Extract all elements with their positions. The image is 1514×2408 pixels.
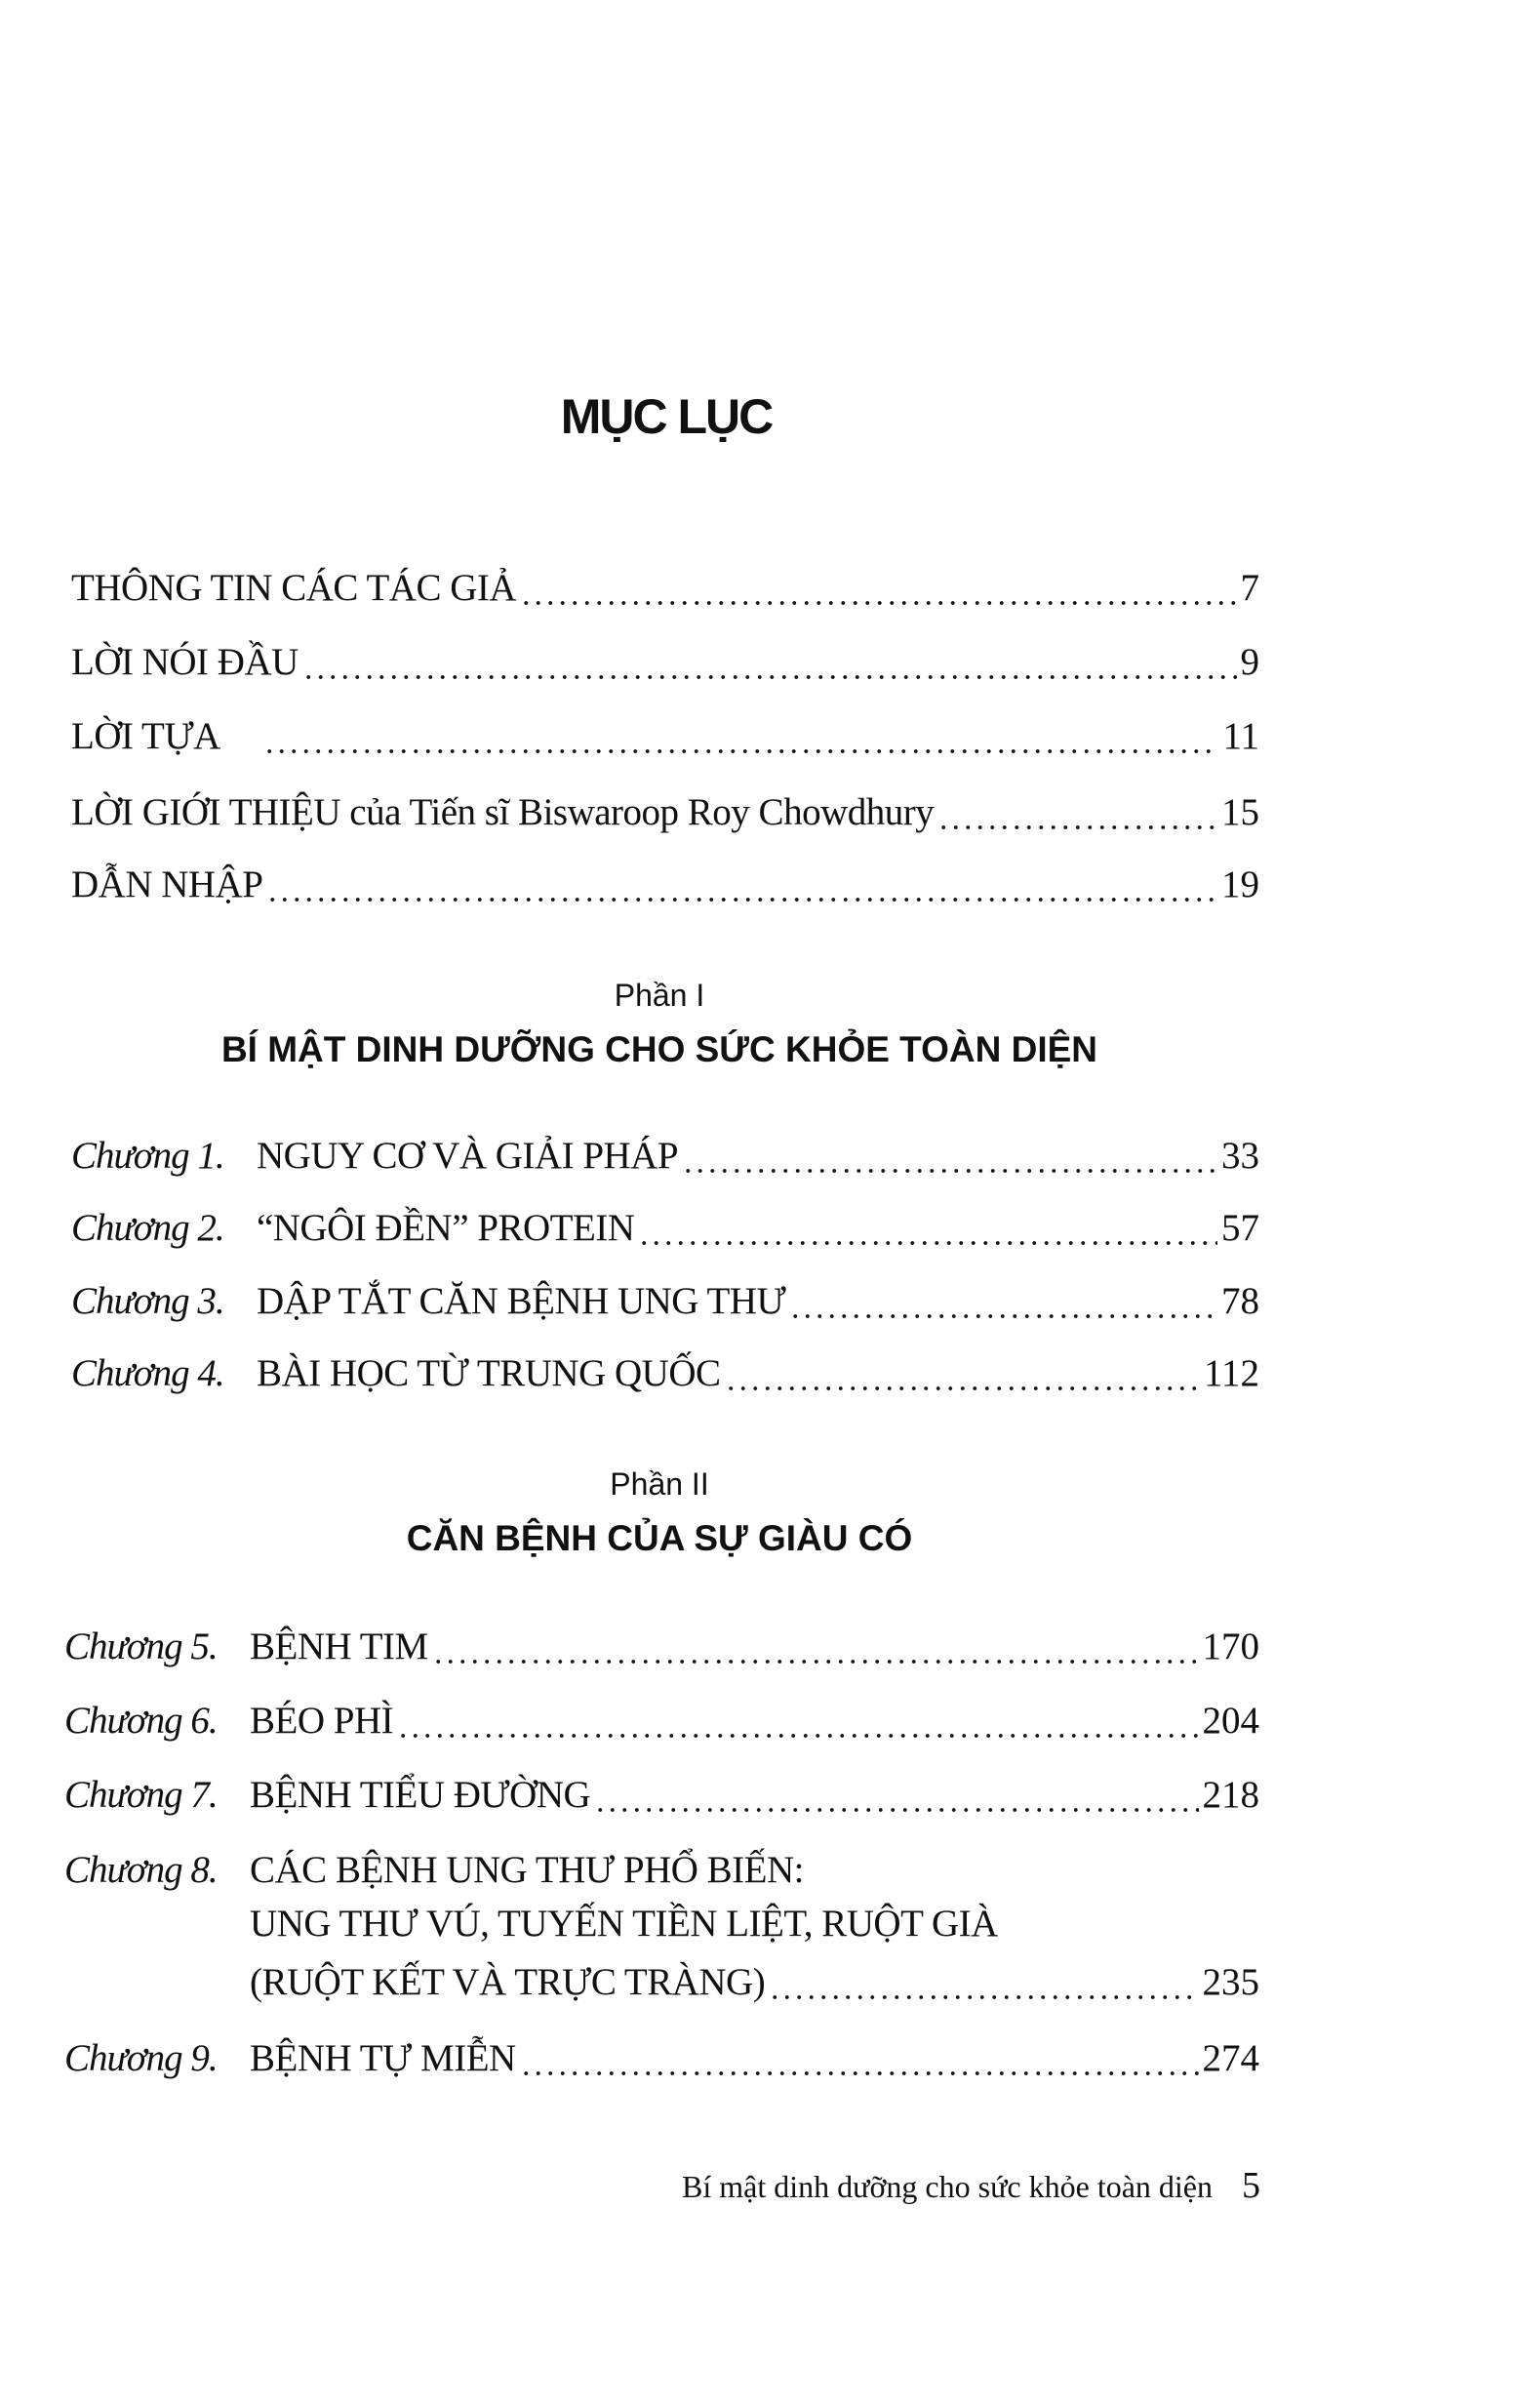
chapter-title: BỆNH TIM	[250, 1625, 428, 1667]
entry-page: 9	[1240, 641, 1259, 683]
dot-leader	[789, 1310, 1217, 1320]
chapter-page: 33	[1221, 1135, 1259, 1177]
dot-leader	[725, 1383, 1200, 1392]
chapter-entry[interactable]	[71, 1134, 1259, 1184]
toc-entry[interactable]	[71, 566, 1259, 617]
part-heading: CĂN BỆNH CỦA SỰ GIÀU CÓ	[406, 1518, 913, 1558]
chapter-entry[interactable]	[64, 2036, 1259, 2087]
chapter-entry-continued[interactable]	[250, 1960, 1259, 2011]
chapter-title: BÀI HỌC TỪ TRUNG QUỐC	[257, 1352, 721, 1394]
chapter-label: Chương 2.	[71, 1207, 224, 1249]
chapter-page: 112	[1203, 1352, 1259, 1394]
chapter-entry[interactable]	[71, 1279, 1259, 1330]
chapter-label: Chương 8.	[64, 1849, 218, 1891]
entry-title: THÔNG TIN CÁC TÁC GIẢ	[71, 567, 517, 609]
chapter-page: 78	[1221, 1280, 1259, 1322]
chapter-title: “NGÔI ĐỀN” PROTEIN	[257, 1207, 635, 1249]
part-label: Phần I	[614, 978, 705, 1013]
entry-page: 15	[1221, 791, 1259, 833]
chapter-title: BỆNH TỰ MIỄN	[250, 2037, 516, 2079]
dot-leader	[302, 671, 1237, 681]
chapter-page: 170	[1202, 1625, 1259, 1667]
chapter-label: Chương 4.	[71, 1352, 224, 1394]
chapter-title-line2: UNG THƯ VÚ, TUYẾN TIỀN LIỆT, RUỘT GIÀ	[250, 1903, 998, 1945]
toc-entry[interactable]	[71, 790, 1259, 841]
entry-title: LỜI GIỚI THIỆU của Tiến sĩ Biswaroop Roy Chowdhury	[71, 791, 935, 833]
toc-entry[interactable]	[71, 714, 1259, 765]
chapter-entry[interactable]	[71, 1206, 1259, 1257]
dot-leader	[266, 894, 1217, 903]
chapter-entry[interactable]	[71, 1351, 1259, 1402]
chapter-title: BÉO PHÌ	[250, 1700, 394, 1742]
chapter-label: Chương 6.	[64, 1700, 218, 1742]
chapter-label: Chương 5.	[64, 1625, 218, 1667]
entry-page: 7	[1240, 567, 1259, 609]
chapter-page: 274	[1202, 2037, 1259, 2079]
chapter-title: DẬP TẮT CĂN BỆNH UNG THƯ	[257, 1280, 786, 1322]
dot-leader	[432, 1656, 1199, 1666]
chapter-page: 218	[1202, 1774, 1259, 1816]
dot-leader	[769, 1991, 1198, 2001]
entry-title: DẪN NHẬP	[71, 863, 263, 905]
dot-leader	[638, 1237, 1217, 1247]
dot-leader	[594, 1804, 1198, 1814]
toc-entry[interactable]	[71, 863, 1259, 913]
dot-leader	[397, 1730, 1198, 1740]
part-label: Phần II	[610, 1466, 709, 1502]
chapter-entry[interactable]	[64, 1699, 1259, 1749]
chapter-entry[interactable]	[64, 1625, 1259, 1675]
chapter-page: 57	[1221, 1207, 1259, 1249]
chapter-page: 235	[1202, 1961, 1259, 2003]
chapter-entry[interactable]	[64, 1848, 1259, 1899]
entry-title: LỜI TỰA	[71, 715, 220, 757]
chapter-label: Chương 1.	[71, 1135, 224, 1177]
toc-entry[interactable]	[71, 640, 1259, 691]
dot-leader	[520, 2067, 1199, 2077]
page-title: MỤC LỤC	[560, 389, 773, 444]
entry-title: LỜI NÓI ĐẦU	[71, 641, 299, 683]
chapter-title: BỆNH TIỂU ĐƯỜNG	[250, 1774, 591, 1816]
chapter-label: Chương 9.	[64, 2037, 218, 2079]
chapter-title: NGUY CƠ VÀ GIẢI PHÁP	[257, 1135, 679, 1177]
chapter-label: Chương 7.	[64, 1774, 218, 1816]
entry-page: 19	[1221, 863, 1259, 905]
part-heading: BÍ MẬT DINH DƯỠNG CHO SỨC KHỎE TOÀN DIỆN	[220, 1029, 1098, 1069]
dot-leader	[937, 822, 1217, 831]
dot-leader	[263, 745, 1219, 755]
dot-leader	[682, 1165, 1217, 1175]
page-footer	[682, 2164, 1260, 2207]
entry-page: 11	[1222, 715, 1259, 757]
chapter-page: 204	[1202, 1700, 1259, 1742]
running-title: Bí mật dinh dưỡng cho sức khỏe toàn diện	[682, 2169, 1213, 2204]
chapter-entry[interactable]	[64, 1773, 1259, 1824]
page-number: 5	[1242, 2165, 1260, 2206]
chapter-title-line3: (RUỘT KẾT VÀ TRỰC TRÀNG)	[250, 1961, 766, 2003]
chapter-title: CÁC BỆNH UNG THƯ PHỔ BIẾN:	[250, 1849, 804, 1891]
dot-leader	[520, 597, 1236, 607]
chapter-label: Chương 3.	[71, 1280, 224, 1322]
